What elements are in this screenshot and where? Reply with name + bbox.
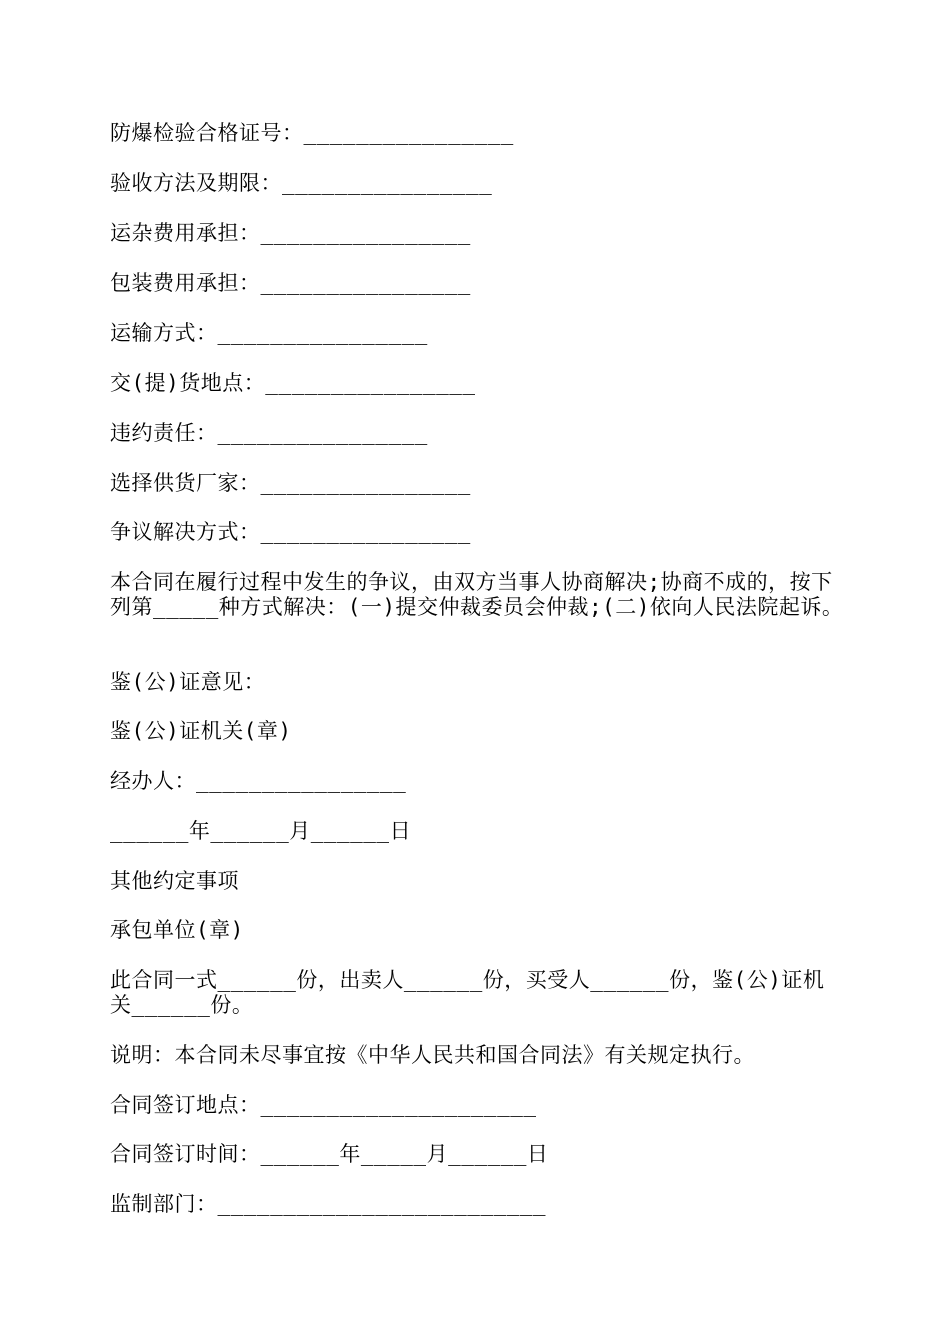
notarization-opinion-line: 鉴(公)证意见： bbox=[110, 670, 266, 694]
explanation-line: 说明：本合同未尽事宜按《中华人民共和国合同法》有关规定执行。 bbox=[110, 1043, 755, 1067]
explosion-proof-cert-line: 防爆检验合格证号：________________ bbox=[110, 121, 514, 145]
contractor-seal-line: 承包单位(章) bbox=[110, 918, 244, 942]
shipping-cost-line: 运杂费用承担：________________ bbox=[110, 221, 471, 245]
signing-place-line: 合同签订地点：_____________________ bbox=[110, 1093, 537, 1117]
supervising-dept-line: 监制部门：_________________________ bbox=[110, 1192, 547, 1216]
breach-liability-line: 违约责任：________________ bbox=[110, 421, 428, 445]
copies-clause-paragraph: 此合同一式______份，出卖人______份，买受人______份，鉴(公)证机关______份。 bbox=[110, 968, 825, 1017]
delivery-location-line: 交(提)货地点：________________ bbox=[110, 371, 476, 395]
notarization-authority-line: 鉴(公)证机关(章) bbox=[110, 719, 292, 743]
dispute-clause-paragraph: 本合同在履行过程中发生的争议，由双方当事人协商解决;协商不成的，按下列第_____种方式解决：(一)提交仲裁委员会仲裁;(二)依向人民法院起诉。 bbox=[110, 570, 844, 619]
dispute-resolution-line: 争议解决方式：________________ bbox=[110, 520, 471, 544]
transport-method-line: 运输方式：________________ bbox=[110, 321, 428, 345]
acceptance-method-line: 验收方法及期限：________________ bbox=[110, 171, 493, 195]
other-terms-line: 其他约定事项 bbox=[110, 869, 239, 893]
signing-time-line: 合同签订时间：______年_____月______日 bbox=[110, 1142, 549, 1166]
supplier-choice-line: 选择供货厂家：________________ bbox=[110, 471, 471, 495]
handler-line: 经办人：________________ bbox=[110, 769, 407, 793]
date-line: ______年______月______日 bbox=[110, 819, 412, 843]
packaging-cost-line: 包装费用承担：________________ bbox=[110, 271, 471, 295]
